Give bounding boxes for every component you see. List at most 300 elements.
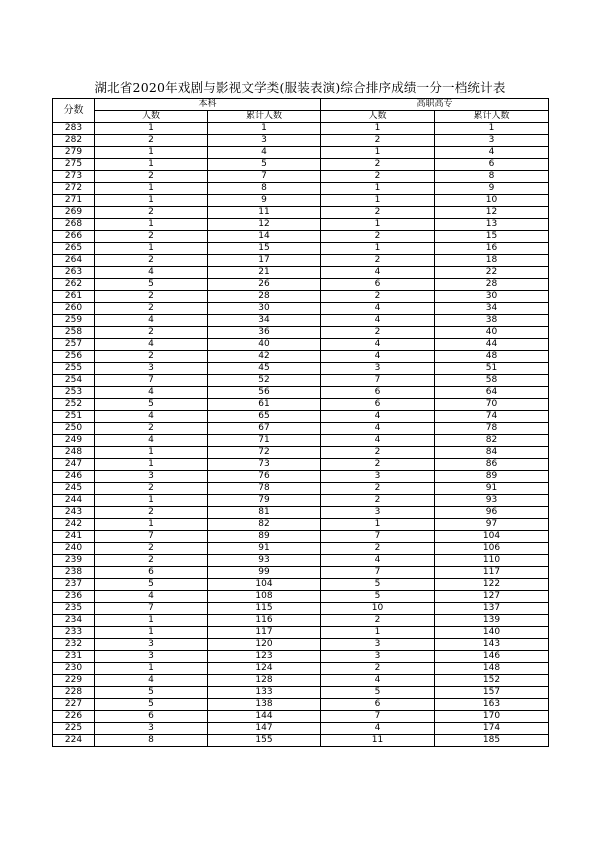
gaozhi-cumulative-cell: 84 bbox=[435, 447, 549, 459]
gaozhi-count-cell: 6 bbox=[321, 387, 435, 399]
score-cell: 255 bbox=[53, 363, 95, 375]
gaozhi-count-cell: 5 bbox=[321, 687, 435, 699]
gaozhi-count-cell: 1 bbox=[321, 627, 435, 639]
score-cell: 235 bbox=[53, 603, 95, 615]
benke-cumulative-cell: 8 bbox=[208, 183, 321, 195]
gaozhi-count-cell: 4 bbox=[321, 423, 435, 435]
gaozhi-cumulative-cell: 163 bbox=[435, 699, 549, 711]
benke-count-cell: 3 bbox=[95, 363, 208, 375]
benke-count-cell: 8 bbox=[95, 735, 208, 747]
benke-count-cell: 2 bbox=[95, 255, 208, 267]
score-cell: 251 bbox=[53, 411, 95, 423]
gaozhi-cumulative-cell: 146 bbox=[435, 651, 549, 663]
table-row bbox=[53, 567, 549, 579]
gaozhi-cumulative-cell: 12 bbox=[435, 207, 549, 219]
gaozhi-cumulative-cell: 64 bbox=[435, 387, 549, 399]
gaozhi-cumulative-cell: 51 bbox=[435, 363, 549, 375]
benke-cumulative-cell: 115 bbox=[208, 603, 321, 615]
benke-cumulative-cell: 21 bbox=[208, 267, 321, 279]
table-row bbox=[53, 207, 549, 219]
benke-count-cell: 6 bbox=[95, 567, 208, 579]
benke-cumulative-cell: 26 bbox=[208, 279, 321, 291]
benke-count-cell: 4 bbox=[95, 315, 208, 327]
benke-cumulative-cell: 56 bbox=[208, 387, 321, 399]
gaozhi-cumulative-cell: 34 bbox=[435, 303, 549, 315]
gaozhi-cumulative-cell: 16 bbox=[435, 243, 549, 255]
score-cell: 260 bbox=[53, 303, 95, 315]
gaozhi-cumulative-cell: 18 bbox=[435, 255, 549, 267]
gaozhi-cumulative-cell: 91 bbox=[435, 483, 549, 495]
table-row bbox=[53, 579, 549, 591]
gaozhi-count-cell: 6 bbox=[321, 699, 435, 711]
benke-count-cell: 1 bbox=[95, 663, 208, 675]
table-row bbox=[53, 423, 549, 435]
benke-cumulative-cell: 7 bbox=[208, 171, 321, 183]
benke-count-cell: 1 bbox=[95, 519, 208, 531]
benke-cumulative-cell: 124 bbox=[208, 663, 321, 675]
benke-cumulative-cell: 91 bbox=[208, 543, 321, 555]
gaozhi-cumulative-cell: 1 bbox=[435, 123, 549, 135]
table-row bbox=[53, 351, 549, 363]
score-cell: 250 bbox=[53, 423, 95, 435]
benke-count-cell: 2 bbox=[95, 351, 208, 363]
table-row bbox=[53, 627, 549, 639]
table-row bbox=[53, 591, 549, 603]
score-cell: 264 bbox=[53, 255, 95, 267]
gaozhi-count-cell: 1 bbox=[321, 123, 435, 135]
gaozhi-cumulative-cell: 148 bbox=[435, 663, 549, 675]
benke-cumulative-cell: 45 bbox=[208, 363, 321, 375]
benke-count-cell: 2 bbox=[95, 327, 208, 339]
table-row bbox=[53, 387, 549, 399]
gaozhi-count-cell: 4 bbox=[321, 723, 435, 735]
table-row bbox=[53, 639, 549, 651]
score-cell: 268 bbox=[53, 219, 95, 231]
score-column-header: 分数 bbox=[53, 99, 95, 123]
gaozhi-cumulative-cell: 30 bbox=[435, 291, 549, 303]
benke-cumulative-cell: 133 bbox=[208, 687, 321, 699]
gaozhi-count-cell: 4 bbox=[321, 339, 435, 351]
benke-count-cell: 3 bbox=[95, 471, 208, 483]
table-row bbox=[53, 675, 549, 687]
benke-cumulative-cell: 14 bbox=[208, 231, 321, 243]
benke-count-cell: 1 bbox=[95, 219, 208, 231]
gaozhi-cumulative-cell: 9 bbox=[435, 183, 549, 195]
benke-count-cell: 5 bbox=[95, 399, 208, 411]
gaozhi-count-cell: 1 bbox=[321, 243, 435, 255]
table-row bbox=[53, 375, 549, 387]
score-cell: 257 bbox=[53, 339, 95, 351]
gaozhi-cumulative-cell: 139 bbox=[435, 615, 549, 627]
score-cell: 238 bbox=[53, 567, 95, 579]
benke-cumulative-cell: 17 bbox=[208, 255, 321, 267]
benke-count-cell: 7 bbox=[95, 531, 208, 543]
gaozhi-count-cell: 2 bbox=[321, 495, 435, 507]
benke-count-cell: 6 bbox=[95, 711, 208, 723]
gaozhi-count-cell: 2 bbox=[321, 663, 435, 675]
gaozhi-count-cell: 2 bbox=[321, 327, 435, 339]
benke-cumulative-cell: 67 bbox=[208, 423, 321, 435]
benke-count-cell: 1 bbox=[95, 615, 208, 627]
score-cell: 282 bbox=[53, 135, 95, 147]
table-row bbox=[53, 699, 549, 711]
gaozhi-count-cell: 2 bbox=[321, 483, 435, 495]
benke-count-cell: 5 bbox=[95, 579, 208, 591]
table-row bbox=[53, 447, 549, 459]
gaozhi-count-cell: 2 bbox=[321, 291, 435, 303]
gaozhi-cumulative-cell: 152 bbox=[435, 675, 549, 687]
benke-cumulative-cell: 73 bbox=[208, 459, 321, 471]
gaozhi-count-cell: 4 bbox=[321, 351, 435, 363]
gaozhi-cumulative-cell: 157 bbox=[435, 687, 549, 699]
benke-cumulative-cell: 116 bbox=[208, 615, 321, 627]
table-row bbox=[53, 183, 549, 195]
table-row bbox=[53, 171, 549, 183]
benke-count-cell: 1 bbox=[95, 159, 208, 171]
gaozhi-cumulative-cell: 127 bbox=[435, 591, 549, 603]
gaozhi-cumulative-cell: 48 bbox=[435, 351, 549, 363]
benke-count-cell: 1 bbox=[95, 123, 208, 135]
gaozhi-count-cell: 6 bbox=[321, 399, 435, 411]
benke-cumulative-cell: 117 bbox=[208, 627, 321, 639]
gaozhi-count-cell: 3 bbox=[321, 639, 435, 651]
benke-cumulative-cell: 99 bbox=[208, 567, 321, 579]
benke-cumulative-cell: 65 bbox=[208, 411, 321, 423]
gaozhi-cumulative-cell: 3 bbox=[435, 135, 549, 147]
benke-count-cell: 2 bbox=[95, 171, 208, 183]
gaozhi-cumulative-header: 累计人数 bbox=[435, 111, 549, 123]
gaozhi-count-cell: 3 bbox=[321, 471, 435, 483]
gaozhi-cumulative-cell: 174 bbox=[435, 723, 549, 735]
table-row bbox=[53, 219, 549, 231]
score-cell: 224 bbox=[53, 735, 95, 747]
benke-cumulative-cell: 72 bbox=[208, 447, 321, 459]
score-cell: 237 bbox=[53, 579, 95, 591]
gaozhi-count-cell: 4 bbox=[321, 315, 435, 327]
benke-count-cell: 1 bbox=[95, 495, 208, 507]
gaozhi-cumulative-cell: 93 bbox=[435, 495, 549, 507]
benke-count-cell: 2 bbox=[95, 291, 208, 303]
score-cell: 230 bbox=[53, 663, 95, 675]
table-row bbox=[53, 735, 549, 747]
table-row bbox=[53, 471, 549, 483]
table-row bbox=[53, 555, 549, 567]
gaozhi-cumulative-cell: 78 bbox=[435, 423, 549, 435]
benke-count-cell: 4 bbox=[95, 267, 208, 279]
table-row bbox=[53, 363, 549, 375]
benke-group-header: 本科 bbox=[95, 99, 321, 111]
benke-cumulative-cell: 89 bbox=[208, 531, 321, 543]
score-cell: 227 bbox=[53, 699, 95, 711]
benke-cumulative-cell: 93 bbox=[208, 555, 321, 567]
score-cell: 269 bbox=[53, 207, 95, 219]
benke-count-cell: 2 bbox=[95, 555, 208, 567]
table-row bbox=[53, 495, 549, 507]
benke-cumulative-cell: 15 bbox=[208, 243, 321, 255]
gaozhi-count-cell: 2 bbox=[321, 255, 435, 267]
gaozhi-count-cell: 5 bbox=[321, 591, 435, 603]
benke-count-cell: 2 bbox=[95, 483, 208, 495]
table-row bbox=[53, 603, 549, 615]
score-cell: 242 bbox=[53, 519, 95, 531]
benke-cumulative-cell: 34 bbox=[208, 315, 321, 327]
benke-count-cell: 1 bbox=[95, 459, 208, 471]
benke-cumulative-cell: 128 bbox=[208, 675, 321, 687]
gaozhi-count-cell: 10 bbox=[321, 603, 435, 615]
gaozhi-count-cell: 4 bbox=[321, 303, 435, 315]
gaozhi-count-cell: 4 bbox=[321, 555, 435, 567]
benke-cumulative-cell: 4 bbox=[208, 147, 321, 159]
gaozhi-cumulative-cell: 74 bbox=[435, 411, 549, 423]
score-cell: 263 bbox=[53, 267, 95, 279]
benke-cumulative-cell: 61 bbox=[208, 399, 321, 411]
benke-cumulative-cell: 11 bbox=[208, 207, 321, 219]
table-row bbox=[53, 531, 549, 543]
table-row bbox=[53, 399, 549, 411]
benke-cumulative-cell: 1 bbox=[208, 123, 321, 135]
gaozhi-cumulative-cell: 6 bbox=[435, 159, 549, 171]
table-row bbox=[53, 279, 549, 291]
score-cell: 226 bbox=[53, 711, 95, 723]
benke-cumulative-cell: 155 bbox=[208, 735, 321, 747]
benke-cumulative-cell: 42 bbox=[208, 351, 321, 363]
score-cell: 249 bbox=[53, 435, 95, 447]
benke-cumulative-cell: 78 bbox=[208, 483, 321, 495]
score-cell: 248 bbox=[53, 447, 95, 459]
score-cell: 239 bbox=[53, 555, 95, 567]
score-cell: 241 bbox=[53, 531, 95, 543]
benke-cumulative-cell: 71 bbox=[208, 435, 321, 447]
benke-count-cell: 1 bbox=[95, 243, 208, 255]
gaozhi-count-cell: 3 bbox=[321, 363, 435, 375]
score-cell: 275 bbox=[53, 159, 95, 171]
benke-cumulative-cell: 138 bbox=[208, 699, 321, 711]
gaozhi-cumulative-cell: 89 bbox=[435, 471, 549, 483]
gaozhi-cumulative-cell: 15 bbox=[435, 231, 549, 243]
benke-count-cell: 5 bbox=[95, 279, 208, 291]
score-cell: 233 bbox=[53, 627, 95, 639]
gaozhi-count-cell: 1 bbox=[321, 519, 435, 531]
benke-cumulative-cell: 28 bbox=[208, 291, 321, 303]
benke-count-cell: 2 bbox=[95, 423, 208, 435]
table-row bbox=[53, 711, 549, 723]
benke-cumulative-cell: 123 bbox=[208, 651, 321, 663]
gaozhi-cumulative-cell: 122 bbox=[435, 579, 549, 591]
table-row bbox=[53, 267, 549, 279]
table-row bbox=[53, 303, 549, 315]
gaozhi-cumulative-cell: 28 bbox=[435, 279, 549, 291]
gaozhi-cumulative-cell: 58 bbox=[435, 375, 549, 387]
table-row bbox=[53, 195, 549, 207]
page-title: 湖北省2020年戏剧与影视文学类(服装表演)综合排序成绩一分一档统计表 bbox=[94, 80, 506, 95]
benke-cumulative-cell: 104 bbox=[208, 579, 321, 591]
score-cell: 259 bbox=[53, 315, 95, 327]
score-cell: 229 bbox=[53, 675, 95, 687]
gaozhi-count-cell: 2 bbox=[321, 459, 435, 471]
score-cell: 228 bbox=[53, 687, 95, 699]
table-row bbox=[53, 435, 549, 447]
gaozhi-cumulative-cell: 97 bbox=[435, 519, 549, 531]
score-cell: 271 bbox=[53, 195, 95, 207]
benke-count-cell: 2 bbox=[95, 207, 208, 219]
benke-count-cell: 5 bbox=[95, 699, 208, 711]
table-row bbox=[53, 315, 549, 327]
benke-cumulative-cell: 147 bbox=[208, 723, 321, 735]
gaozhi-count-cell: 7 bbox=[321, 711, 435, 723]
gaozhi-cumulative-cell: 10 bbox=[435, 195, 549, 207]
gaozhi-count-cell: 4 bbox=[321, 435, 435, 447]
score-cell: 261 bbox=[53, 291, 95, 303]
table-row bbox=[53, 243, 549, 255]
gaozhi-cumulative-cell: 44 bbox=[435, 339, 549, 351]
gaozhi-cumulative-cell: 4 bbox=[435, 147, 549, 159]
table-row bbox=[53, 687, 549, 699]
score-cell: 236 bbox=[53, 591, 95, 603]
benke-count-cell: 4 bbox=[95, 339, 208, 351]
score-cell: 283 bbox=[53, 123, 95, 135]
benke-count-cell: 4 bbox=[95, 411, 208, 423]
score-cell: 273 bbox=[53, 171, 95, 183]
table-row bbox=[53, 663, 549, 675]
benke-count-cell: 4 bbox=[95, 387, 208, 399]
benke-count-cell: 2 bbox=[95, 507, 208, 519]
benke-count-cell: 1 bbox=[95, 447, 208, 459]
table-row bbox=[53, 291, 549, 303]
gaozhi-count-cell: 7 bbox=[321, 531, 435, 543]
score-cell: 243 bbox=[53, 507, 95, 519]
gaozhi-count-cell: 3 bbox=[321, 651, 435, 663]
gaozhi-count-header: 人数 bbox=[321, 111, 435, 123]
score-cell: 272 bbox=[53, 183, 95, 195]
gaozhi-count-cell: 3 bbox=[321, 507, 435, 519]
benke-count-cell: 7 bbox=[95, 603, 208, 615]
score-cell: 266 bbox=[53, 231, 95, 243]
benke-count-cell: 2 bbox=[95, 231, 208, 243]
benke-cumulative-cell: 82 bbox=[208, 519, 321, 531]
benke-cumulative-cell: 108 bbox=[208, 591, 321, 603]
benke-cumulative-cell: 52 bbox=[208, 375, 321, 387]
benke-count-cell: 7 bbox=[95, 375, 208, 387]
score-cell: 231 bbox=[53, 651, 95, 663]
gaozhi-count-cell: 2 bbox=[321, 447, 435, 459]
score-cell: 244 bbox=[53, 495, 95, 507]
benke-count-header: 人数 bbox=[95, 111, 208, 123]
score-table bbox=[52, 98, 549, 747]
benke-count-cell: 3 bbox=[95, 639, 208, 651]
gaozhi-count-cell: 5 bbox=[321, 579, 435, 591]
table-row bbox=[53, 411, 549, 423]
gaozhi-cumulative-cell: 143 bbox=[435, 639, 549, 651]
gaozhi-cumulative-cell: 82 bbox=[435, 435, 549, 447]
table-row bbox=[53, 615, 549, 627]
score-cell: 252 bbox=[53, 399, 95, 411]
score-cell: 232 bbox=[53, 639, 95, 651]
benke-count-cell: 2 bbox=[95, 303, 208, 315]
benke-cumulative-cell: 3 bbox=[208, 135, 321, 147]
score-cell: 225 bbox=[53, 723, 95, 735]
gaozhi-count-cell: 2 bbox=[321, 615, 435, 627]
gaozhi-count-cell: 2 bbox=[321, 231, 435, 243]
benke-cumulative-cell: 81 bbox=[208, 507, 321, 519]
benke-cumulative-cell: 36 bbox=[208, 327, 321, 339]
benke-cumulative-header: 累计人数 bbox=[208, 111, 321, 123]
benke-cumulative-cell: 79 bbox=[208, 495, 321, 507]
table-row bbox=[53, 135, 549, 147]
table-header-row-columns bbox=[53, 111, 549, 123]
gaozhi-count-cell: 1 bbox=[321, 219, 435, 231]
gaozhi-cumulative-cell: 40 bbox=[435, 327, 549, 339]
table-row bbox=[53, 231, 549, 243]
gaozhi-count-cell: 2 bbox=[321, 135, 435, 147]
gaozhi-count-cell: 1 bbox=[321, 195, 435, 207]
gaozhi-cumulative-cell: 185 bbox=[435, 735, 549, 747]
score-cell: 262 bbox=[53, 279, 95, 291]
gaozhi-cumulative-cell: 8 bbox=[435, 171, 549, 183]
benke-cumulative-cell: 30 bbox=[208, 303, 321, 315]
benke-count-cell: 1 bbox=[95, 183, 208, 195]
gaozhi-cumulative-cell: 104 bbox=[435, 531, 549, 543]
table-row bbox=[53, 339, 549, 351]
table-row bbox=[53, 651, 549, 663]
table-header-row-groups bbox=[53, 99, 549, 111]
score-cell: 254 bbox=[53, 375, 95, 387]
gaozhi-group-header: 高职高专 bbox=[321, 99, 549, 111]
benke-count-cell: 1 bbox=[95, 147, 208, 159]
table-row bbox=[53, 723, 549, 735]
score-cell: 247 bbox=[53, 459, 95, 471]
gaozhi-count-cell: 6 bbox=[321, 279, 435, 291]
table-row bbox=[53, 327, 549, 339]
benke-count-cell: 1 bbox=[95, 627, 208, 639]
score-cell: 245 bbox=[53, 483, 95, 495]
gaozhi-cumulative-cell: 13 bbox=[435, 219, 549, 231]
table-row bbox=[53, 159, 549, 171]
benke-count-cell: 2 bbox=[95, 543, 208, 555]
gaozhi-cumulative-cell: 170 bbox=[435, 711, 549, 723]
gaozhi-count-cell: 2 bbox=[321, 207, 435, 219]
benke-count-cell: 1 bbox=[95, 195, 208, 207]
benke-cumulative-cell: 5 bbox=[208, 159, 321, 171]
benke-count-cell: 3 bbox=[95, 651, 208, 663]
table-row bbox=[53, 519, 549, 531]
score-cell: 265 bbox=[53, 243, 95, 255]
gaozhi-cumulative-cell: 86 bbox=[435, 459, 549, 471]
benke-cumulative-cell: 40 bbox=[208, 339, 321, 351]
gaozhi-cumulative-cell: 110 bbox=[435, 555, 549, 567]
table-row bbox=[53, 543, 549, 555]
gaozhi-cumulative-cell: 96 bbox=[435, 507, 549, 519]
gaozhi-cumulative-cell: 137 bbox=[435, 603, 549, 615]
score-cell: 258 bbox=[53, 327, 95, 339]
score-cell: 253 bbox=[53, 387, 95, 399]
gaozhi-count-cell: 1 bbox=[321, 183, 435, 195]
table-row bbox=[53, 507, 549, 519]
benke-cumulative-cell: 120 bbox=[208, 639, 321, 651]
benke-count-cell: 4 bbox=[95, 591, 208, 603]
benke-count-cell: 4 bbox=[95, 675, 208, 687]
benke-count-cell: 5 bbox=[95, 687, 208, 699]
gaozhi-count-cell: 4 bbox=[321, 267, 435, 279]
gaozhi-cumulative-cell: 38 bbox=[435, 315, 549, 327]
table-row bbox=[53, 255, 549, 267]
gaozhi-cumulative-cell: 140 bbox=[435, 627, 549, 639]
table-row bbox=[53, 483, 549, 495]
gaozhi-count-cell: 4 bbox=[321, 675, 435, 687]
gaozhi-count-cell: 7 bbox=[321, 567, 435, 579]
gaozhi-count-cell: 11 bbox=[321, 735, 435, 747]
gaozhi-count-cell: 4 bbox=[321, 411, 435, 423]
score-cell: 279 bbox=[53, 147, 95, 159]
